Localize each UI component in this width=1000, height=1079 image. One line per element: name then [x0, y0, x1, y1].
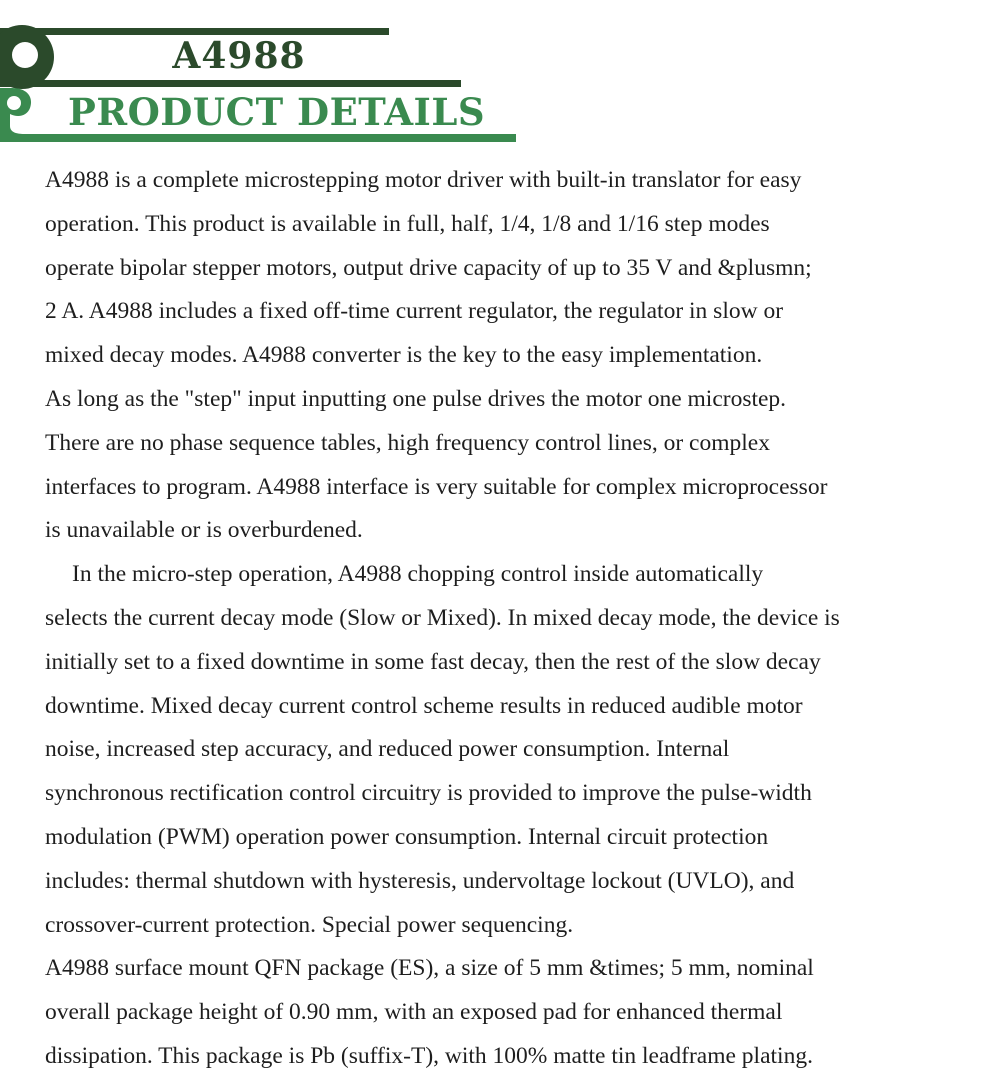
text-line: synchronous rectification control circuitry is provided to improve the pulse-width — [45, 780, 812, 807]
header-title: A4988 — [172, 35, 306, 77]
section-header — [0, 0, 1000, 150]
header-emblem-swirl-hole — [7, 96, 21, 110]
text-line: A4988 surface mount QFN package (ES), a size of 5 mm &times; 5 mm, nominal — [45, 955, 814, 982]
text-line: 2 A. A4988 includes a fixed off-time current regulator, the regulator in slow or — [45, 298, 784, 325]
text-line: A4988 is a complete microstepping motor driver with built-in translator for easy — [45, 167, 802, 193]
header-subtitle: PRODUCT DETAILS — [68, 90, 486, 134]
text-line: selects the current decay mode (Slow or Mixed). In mixed decay mode, the device is — [45, 604, 840, 631]
text-line: operate bipolar stepper motors, output drive capacity of up to 35 V and &plusmn; — [45, 254, 812, 281]
text-line: mixed decay modes. A4988 converter is the key to the easy implementation. — [45, 342, 763, 369]
text-line: is unavailable or is overburdened. — [45, 517, 363, 544]
text-line: operation. This product is available in full, half, 1/4, 1/8 and 1/16 step modes — [45, 210, 770, 237]
text-line: overall package height of 0.90 mm, with an exposed pad for enhanced thermal — [45, 999, 783, 1026]
text-line: There are no phase sequence tables, high frequency control lines, or complex — [45, 429, 770, 456]
text-line: modulation (PWM) operation power consumption. Internal circuit protection — [45, 823, 769, 850]
text-line: crossover-current protection. Special power sequencing. — [45, 911, 574, 938]
text-line: interfaces to program. A4988 interface is very suitable for complex microprocessor — [45, 473, 828, 500]
text-line: noise, increased step accuracy, and reduced power consumption. Internal — [45, 736, 730, 763]
text-line: includes: thermal shutdown with hysteresis, undervoltage lockout (UVLO), and — [45, 867, 795, 894]
text-line: initially set to a fixed downtime in some fast decay, then the rest of the slow decay — [45, 648, 821, 675]
text-line: downtime. Mixed decay current control scheme results in reduced audible motor — [45, 692, 803, 719]
paragraph-start-line: In the micro-step operation, A4988 chopping control inside automatically — [72, 561, 764, 588]
text-line: As long as the "step" input inputting one pulse drives the motor one microstep. — [45, 385, 787, 412]
text-line: dissipation. This package is Pb (suffix-T), with 100% matte tin leadframe plating. — [45, 1042, 813, 1069]
header-middle-rule — [0, 80, 461, 87]
header-emblem-cut — [0, 20, 6, 22]
product-description — [45, 159, 985, 1079]
header-emblem-swirl — [0, 88, 44, 142]
